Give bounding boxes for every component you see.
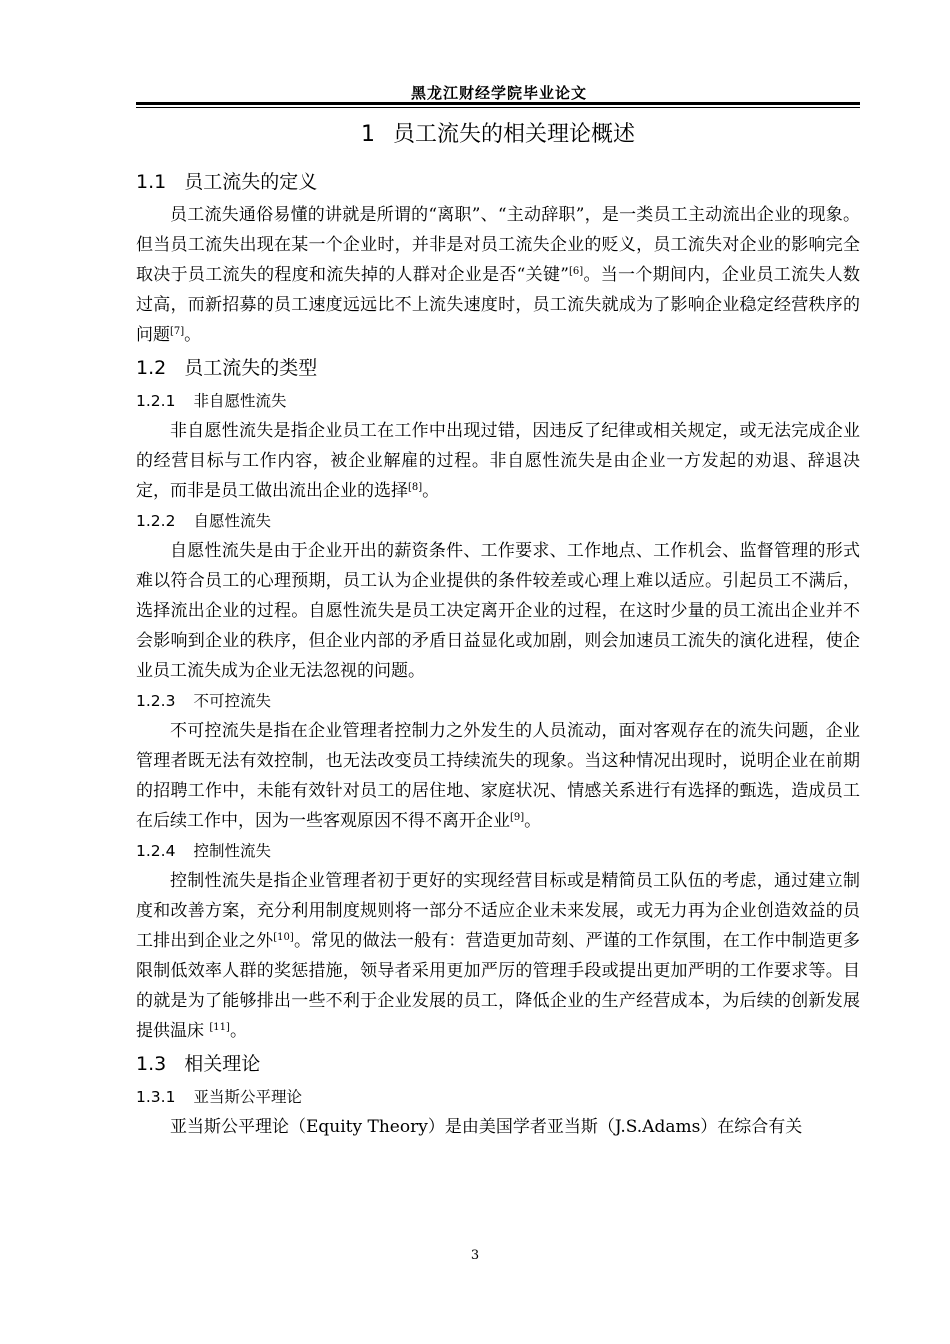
section-heading-1-2 bbox=[136, 350, 860, 386]
subsection-number: 1.2.4 bbox=[136, 842, 176, 860]
header-rule-thin bbox=[136, 107, 860, 108]
section-number: 1.1 bbox=[136, 171, 167, 193]
subsection-title: 非自愿性流失 bbox=[193, 392, 287, 410]
paragraph-controlled bbox=[136, 866, 860, 1046]
subsection-title: 自愿性流失 bbox=[193, 512, 271, 530]
section-heading-1-3 bbox=[136, 1046, 860, 1082]
subsection-number: 1.2.2 bbox=[136, 512, 176, 530]
text-run: 。当一个期间内，企业员工流失人数过高，而新招募的员工速度远远比不上流失速度时，员工流失就成为了影响企业稳定经营秩序的问题 bbox=[136, 265, 860, 345]
subsection-heading-1-3-1 bbox=[136, 1082, 860, 1112]
header-rule-thick bbox=[136, 102, 860, 105]
subsection-number: 1.3.1 bbox=[136, 1088, 176, 1106]
text-run: 非自愿性流失是指企业员工在工作中出现过错，因违反了纪律或相关规定，或无法完成企业的经营目标与工作内容，被企业解雇的过程。非自愿性流失是由企业一方发起的劝退、辞退决定，而非是员工做出流出企业的选择 bbox=[136, 421, 860, 501]
text-run: 。 bbox=[524, 811, 542, 831]
subsection-number: 1.2.3 bbox=[136, 692, 176, 710]
citation: [9] bbox=[510, 812, 525, 823]
subsection-heading-1-2-4 bbox=[136, 836, 860, 866]
section-title: 相关理论 bbox=[184, 1053, 261, 1075]
paragraph-definition bbox=[136, 200, 860, 350]
subsection-number: 1.2.1 bbox=[136, 392, 176, 410]
chapter-heading bbox=[136, 118, 860, 152]
text-run: 。 bbox=[184, 325, 202, 345]
text-run: 。常见的做法一般有：营造更加苛刻、严谨的工作氛围，在工作中制造更多限制低效率人群的奖惩措施，领导者采用更加严厉的管理手段或提出更加严明的工作要求等。目的就是为了能够排出一些不利于企业发展的员工，降低企业的生产经营成本，为后续的创新发展提供温床 bbox=[136, 931, 861, 1041]
citation: [10] bbox=[273, 932, 294, 943]
paragraph-voluntary: 自愿性流失是由于企业开出的薪资条件、工作要求、工作地点、工作机会、监督管理的形式难以符合员工的心理预期，员工认为企业提供的条件较差或心理上难以适应。引起员工不满后，选择流出企业的过程。自愿性流失是员工决定离开企业的过程，在这时少量的员工流出企业并不会影响到企业的秩序，但企业内部的矛盾日益显化或加剧，则会加速员工流失的演化进程，使企业员工流失成为企业无法忽视的问题。 bbox=[136, 541, 860, 681]
running-header: 黑龙江财经学院毕业论文 bbox=[410, 84, 587, 102]
text-run: 员工流失通俗易懂的讲就是所谓的“离职”、“主动辞职”，是一类员工主动流出企业的现象。但当员工流失出现在某一个企业时，并非是对员工流失企业的贬义，员工流失对企业的影响完全取决于员工流失的程度和流失掉的人群对企业是否“关键” bbox=[136, 205, 860, 285]
text-run: 不可控流失是指在企业管理者控制力之外发生的人员流动，面对客观存在的流失问题，企业管理者既无法有效控制，也无法改变员工持续流失的现象。当这种情况出现时，说明企业在前期的招聘工作中，未能有效针对员工的居住地、家庭状况、情感关系进行有选择的甄选，造成员工在后续工作中，因为一些客观原因不得不离开企业 bbox=[136, 721, 860, 831]
section-title: 员工流失的类型 bbox=[184, 357, 318, 379]
citation: [7] bbox=[170, 326, 185, 337]
citation: [11] bbox=[209, 1022, 230, 1033]
paragraph-uncontrollable bbox=[136, 716, 860, 836]
paragraph-equity-theory: 亚当斯公平理论（Equity Theory）是由美国学者亚当斯（J.S.Adams）在综合有关 bbox=[170, 1117, 803, 1137]
citation: [6] bbox=[568, 266, 584, 277]
subsection-heading-1-2-1 bbox=[136, 386, 860, 416]
section-number: 1.2 bbox=[136, 357, 167, 379]
subsection-title: 不可控流失 bbox=[193, 692, 271, 710]
chapter-title: 员工流失的相关理论概述 bbox=[392, 122, 635, 147]
paragraph-involuntary bbox=[136, 416, 860, 506]
text-run: 。 bbox=[229, 1021, 247, 1041]
citation: [8] bbox=[408, 482, 423, 493]
chapter-number: 1 bbox=[360, 122, 375, 147]
page-number: 3 bbox=[470, 1248, 480, 1263]
subsection-title: 亚当斯公平理论 bbox=[193, 1088, 302, 1106]
text-run: 。 bbox=[422, 481, 440, 501]
subsection-heading-1-2-2 bbox=[136, 506, 860, 536]
page-body bbox=[136, 114, 860, 1142]
section-number: 1.3 bbox=[136, 1053, 167, 1075]
text-run: 控制性流失是指企业管理者初于更好的实现经营目标或是精简员工队伍的考虑，通过建立制度和改善方案，充分利用制度规则将一部分不适应企业未来发展，或无力再为企业创造效益的员工排出到企业之外 bbox=[136, 871, 860, 951]
section-heading-1-1 bbox=[136, 164, 860, 200]
subsection-title: 控制性流失 bbox=[193, 842, 271, 860]
section-title: 员工流失的定义 bbox=[184, 171, 318, 193]
subsection-heading-1-2-3 bbox=[136, 686, 860, 716]
